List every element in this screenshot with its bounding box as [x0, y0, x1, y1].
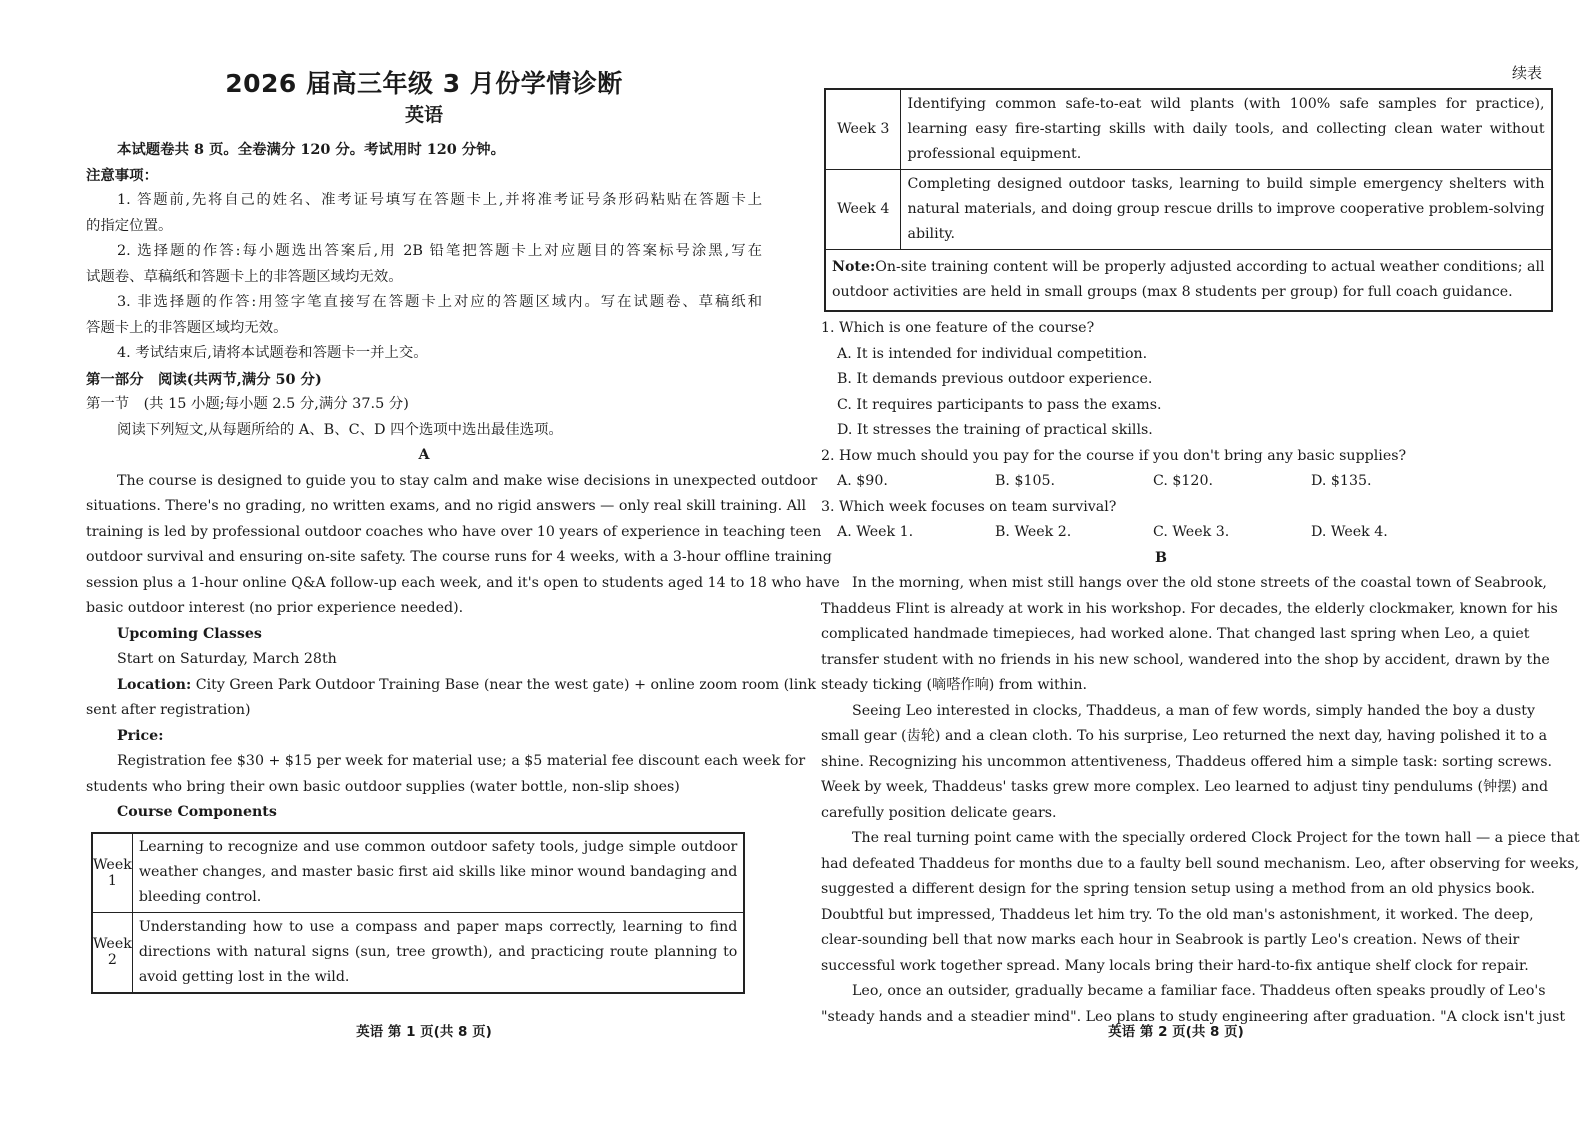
- question-2-option-a: A. $90.: [837, 473, 888, 489]
- question-1-option-d: D. It stresses the training of practical skills.: [837, 422, 1153, 438]
- week-2-desc: [132, 913, 744, 993]
- price-label: Price:: [117, 727, 164, 744]
- passage-b-line: The real turning point came with the specially ordered Clock Project for the town hall — a piece that: [852, 830, 1580, 846]
- left-page: [86, 0, 840, 1123]
- week-3-desc-line-1: Identifying common safe-to-eat wild plants (with 100% safe samples for practice),: [907, 95, 1545, 112]
- question-2-option-b: B. $105.: [995, 473, 1056, 489]
- week-2-desc-line-1: Understanding how to use a compass and paper maps correctly, learning to find: [138, 918, 738, 935]
- page-2-footer: 英语 第 2 页(共 8 页): [1108, 1024, 1244, 1040]
- question-2-options: [821, 469, 1501, 495]
- question-3-stem: 3. Which week focuses on team survival?: [821, 498, 1117, 515]
- note-cell: [825, 249, 1552, 311]
- intro-line-5: session plus a 1-hour online Q&A follow-up each week, and it's open to students aged 14 to 18 who have: [86, 574, 840, 591]
- table-row: [825, 169, 1552, 249]
- exam-info: 本试题卷共 8 页。全卷满分 120 分。考试用时 120 分钟。: [117, 141, 505, 158]
- course-components-table: [91, 832, 745, 994]
- question-2-option-c: C. $120.: [1153, 473, 1213, 489]
- week-4-desc-line-1: Completing designed outdoor tasks, learning to build simple emergency shelters with: [907, 175, 1545, 192]
- passage-a-label: A: [418, 447, 430, 463]
- question-1-option-c: C. It requires participants to pass the exams.: [837, 396, 1162, 413]
- passage-b-line: Leo, once an outsider, gradually became a familiar face. Thaddeus often speaks proudly of Leo's: [852, 983, 1546, 999]
- notes-list: [86, 188, 762, 367]
- week-1-cell: Week 1: [92, 833, 132, 913]
- passage-b-line: small gear (齿轮) and a clean cloth. To his surprise, Leo returned the next day, having polished it to a: [821, 728, 1548, 744]
- question-3-option-c: C. Week 3.: [1153, 524, 1230, 540]
- passage-b-line: Week by week, Thaddeus' tasks grew more complex. Leo learned to adjust tiny pendulums (钟摆) and: [821, 779, 1549, 795]
- section-heading: 第一节 (共 15 小题;每小题 2.5 分,满分 37.5 分): [86, 396, 409, 412]
- week-1-desc: [132, 833, 744, 913]
- right-page: [821, 0, 1580, 1123]
- intro-line-3: training is led by professional outdoor coaches who have over 10 years of experience in teaching teen: [86, 523, 822, 540]
- week-3-desc-line-3: professional equipment.: [907, 145, 1082, 162]
- week-1-desc-line-1: Learning to recognize and use common outdoor safety tools, judge simple outdoor: [138, 839, 738, 856]
- question-3-option-d: D. Week 4.: [1311, 524, 1388, 540]
- start-text: Start on Saturday, March 28th: [117, 651, 337, 667]
- page-1-footer: 英语 第 1 页(共 8 页): [356, 1024, 492, 1040]
- passage-b-label: B: [1155, 549, 1167, 566]
- week-2-desc-line-2: directions with natural signs (sun, tree growth), and practicing route planning to: [138, 943, 738, 960]
- week-4-desc: [901, 169, 1552, 249]
- course-components-table-continued: [824, 88, 1553, 312]
- passage-b-line: Doubtful but impressed, Thaddeus let him try. To the old man's astonishment, it worked. The deep,: [821, 906, 1534, 923]
- note-2-line-1: 2. 选择题的作答:每小题选出答案后,用 2B 铅笔把答题卡上对应题目的答案标号涂黑,写在: [117, 243, 762, 259]
- passage-b-line: In the morning, when mist still hangs over the old stone streets of the coastal town of Seabrook,: [852, 575, 1547, 591]
- location-label: Location:: [117, 676, 192, 693]
- note-3-line-1: 3. 非选择题的作答:用签字笔直接写在答题卡上对应的答题区域内。写在试题卷、草稿纸和: [117, 294, 762, 310]
- passage-b-line: successful work together spread. Many locals bring their hard-to-fix antique shelf clock for repair.: [821, 957, 1529, 974]
- subject-title: 英语: [404, 104, 443, 126]
- note-4-line-1: 4. 考试结束后,请将本试题卷和答题卡一并上交。: [117, 345, 428, 361]
- week-4-desc-line-3: ability.: [907, 225, 955, 242]
- right-content: [821, 316, 1580, 1030]
- question-3-option-b: B. Week 2.: [995, 524, 1072, 540]
- location-text: City Green Park Outdoor Training Base (near the west gate) + online zoom room (link: [195, 676, 816, 693]
- week-4-cell: Week 4: [825, 169, 901, 249]
- passage-b: [821, 571, 1580, 1030]
- passage-b-line: transfer student with no friends in his new school, wandered into the shop by accident, drawn by the: [821, 651, 1550, 668]
- intro-line-6: basic outdoor interest (no prior experience needed).: [86, 600, 464, 616]
- passage-b-line: carefully position delicate gears.: [821, 804, 1057, 821]
- notes-heading: 注意事项：: [86, 166, 158, 184]
- note-2-line-2: 试题卷、草稿纸和答题卡上的非答题区域均无效。: [86, 268, 403, 285]
- passage-b-line: Seeing Leo interested in clocks, Thaddeus, a man of few words, simply handed the boy a dusty: [852, 702, 1535, 719]
- continued-label: 续表: [1511, 64, 1542, 82]
- question-2-option-d: D. $135.: [1311, 473, 1372, 489]
- passage-b-line: shine. Recognizing his uncommon attentiveness, Thaddeus offered him a simple task: sorting screws.: [821, 753, 1553, 770]
- question-1-option-b: B. It demands previous outdoor experience.: [837, 371, 1153, 387]
- question-3-option-a: A. Week 1.: [837, 524, 914, 540]
- intro-line-2: situations. There's no grading, no written exams, and no rigid answers — only real skill training. All: [86, 498, 807, 514]
- question-2-stem: 2. How much should you pay for the course if you don't bring any basic supplies?: [821, 447, 1407, 464]
- intro-line-4: outdoor survival and ensuring on-site safety. The course runs for 4 weeks, with a 3-hour offline training: [86, 549, 832, 565]
- note-line-2: outdoor activities are held in small groups (max 8 students per group) for full coach guidance.: [832, 283, 1513, 300]
- passage-b-line: "steady hands and a steadier mind". Leo plans to study engineering after graduation. "A clock isn't just: [821, 1008, 1566, 1025]
- week-4-desc-line-2: natural materials, and doing group rescue drills to improve cooperative problem-solving: [907, 200, 1545, 217]
- table-row: [825, 89, 1552, 169]
- passage-b-line: steady ticking (嘀嗒作响) from within.: [821, 677, 1088, 693]
- components-heading: Course Components: [117, 804, 277, 820]
- table-row: [825, 249, 1552, 311]
- note-text: On-site training content will be properly adjusted according to actual weather conditions; all: [875, 258, 1545, 275]
- upcoming-heading: Upcoming Classes: [117, 625, 262, 642]
- passage-b-line: suggested a different design for the spring tension setup using a method from an old physics book.: [821, 881, 1536, 897]
- exam-title: 2026 届高三年级 3 月份学情诊断: [225, 69, 623, 98]
- section-instruction: 阅读下列短文,从每题所给的 A、B、C、D 四个选项中选出最佳选项。: [117, 421, 563, 438]
- price-line-1: Registration fee $30 + $15 per week for material use; a $5 material fee discount each week for: [117, 753, 806, 769]
- part-heading: 第一部分 阅读(共两节,满分 50 分): [86, 370, 322, 388]
- week-3-cell: Week 3: [825, 89, 901, 169]
- passage-b-line: complicated handmade timepieces, had worked alone. That changed last spring when Leo, a quiet: [821, 626, 1530, 642]
- passage-b-line: Thaddeus Flint is already at work in his workshop. For decades, the elderly clockmaker, known for his: [821, 600, 1558, 617]
- note-3-line-2: 答题卡上的非答题区域均无效。: [86, 319, 288, 336]
- note-1-line-1: 1. 答题前,先将自己的姓名、准考证号填写在答题卡上,并将准考证号条形码粘贴在答题卡上: [117, 192, 762, 208]
- location-line-1: [86, 673, 816, 699]
- question-1-option-a: A. It is intended for individual competition.: [837, 345, 1148, 362]
- week-3-desc: [901, 89, 1552, 169]
- table-row: [92, 913, 744, 993]
- intro-line-1: The course is designed to guide you to stay calm and make wise decisions in unexpected outdoor: [117, 472, 818, 489]
- left-content: [86, 137, 840, 994]
- week-1-desc-line-3: bleeding control.: [138, 889, 262, 906]
- passage-b-line: clear-sounding bell that now marks each hour in Seabrook is partly Leo's creation. News of their: [821, 932, 1520, 948]
- passage-b-line: had defeated Thaddeus for months due to a faulty bell sound mechanism. Leo, after observing for weeks,: [821, 855, 1580, 872]
- week-3-desc-line-2: learning easy fire-starting skills with daily tools, and collecting clean water without: [907, 120, 1545, 137]
- note-label: Note:: [832, 258, 876, 275]
- table-row: [92, 833, 744, 913]
- note-line-1: [832, 255, 1545, 280]
- question-3-options: [821, 520, 1501, 546]
- price-line-2: students who bring their own basic outdoor supplies (water bottle, non-slip shoes): [86, 778, 680, 795]
- week-2-cell: Week 2: [92, 913, 132, 993]
- note-1-line-2: 的指定位置。: [86, 217, 173, 234]
- week-1-desc-line-2: weather changes, and master basic first aid skills like minor wound bandaging and: [138, 864, 738, 881]
- location-line-2: sent after registration): [86, 702, 251, 718]
- question-1-stem: 1. Which is one feature of the course?: [821, 320, 1095, 336]
- week-2-desc-line-3: avoid getting lost in the wild.: [138, 968, 350, 985]
